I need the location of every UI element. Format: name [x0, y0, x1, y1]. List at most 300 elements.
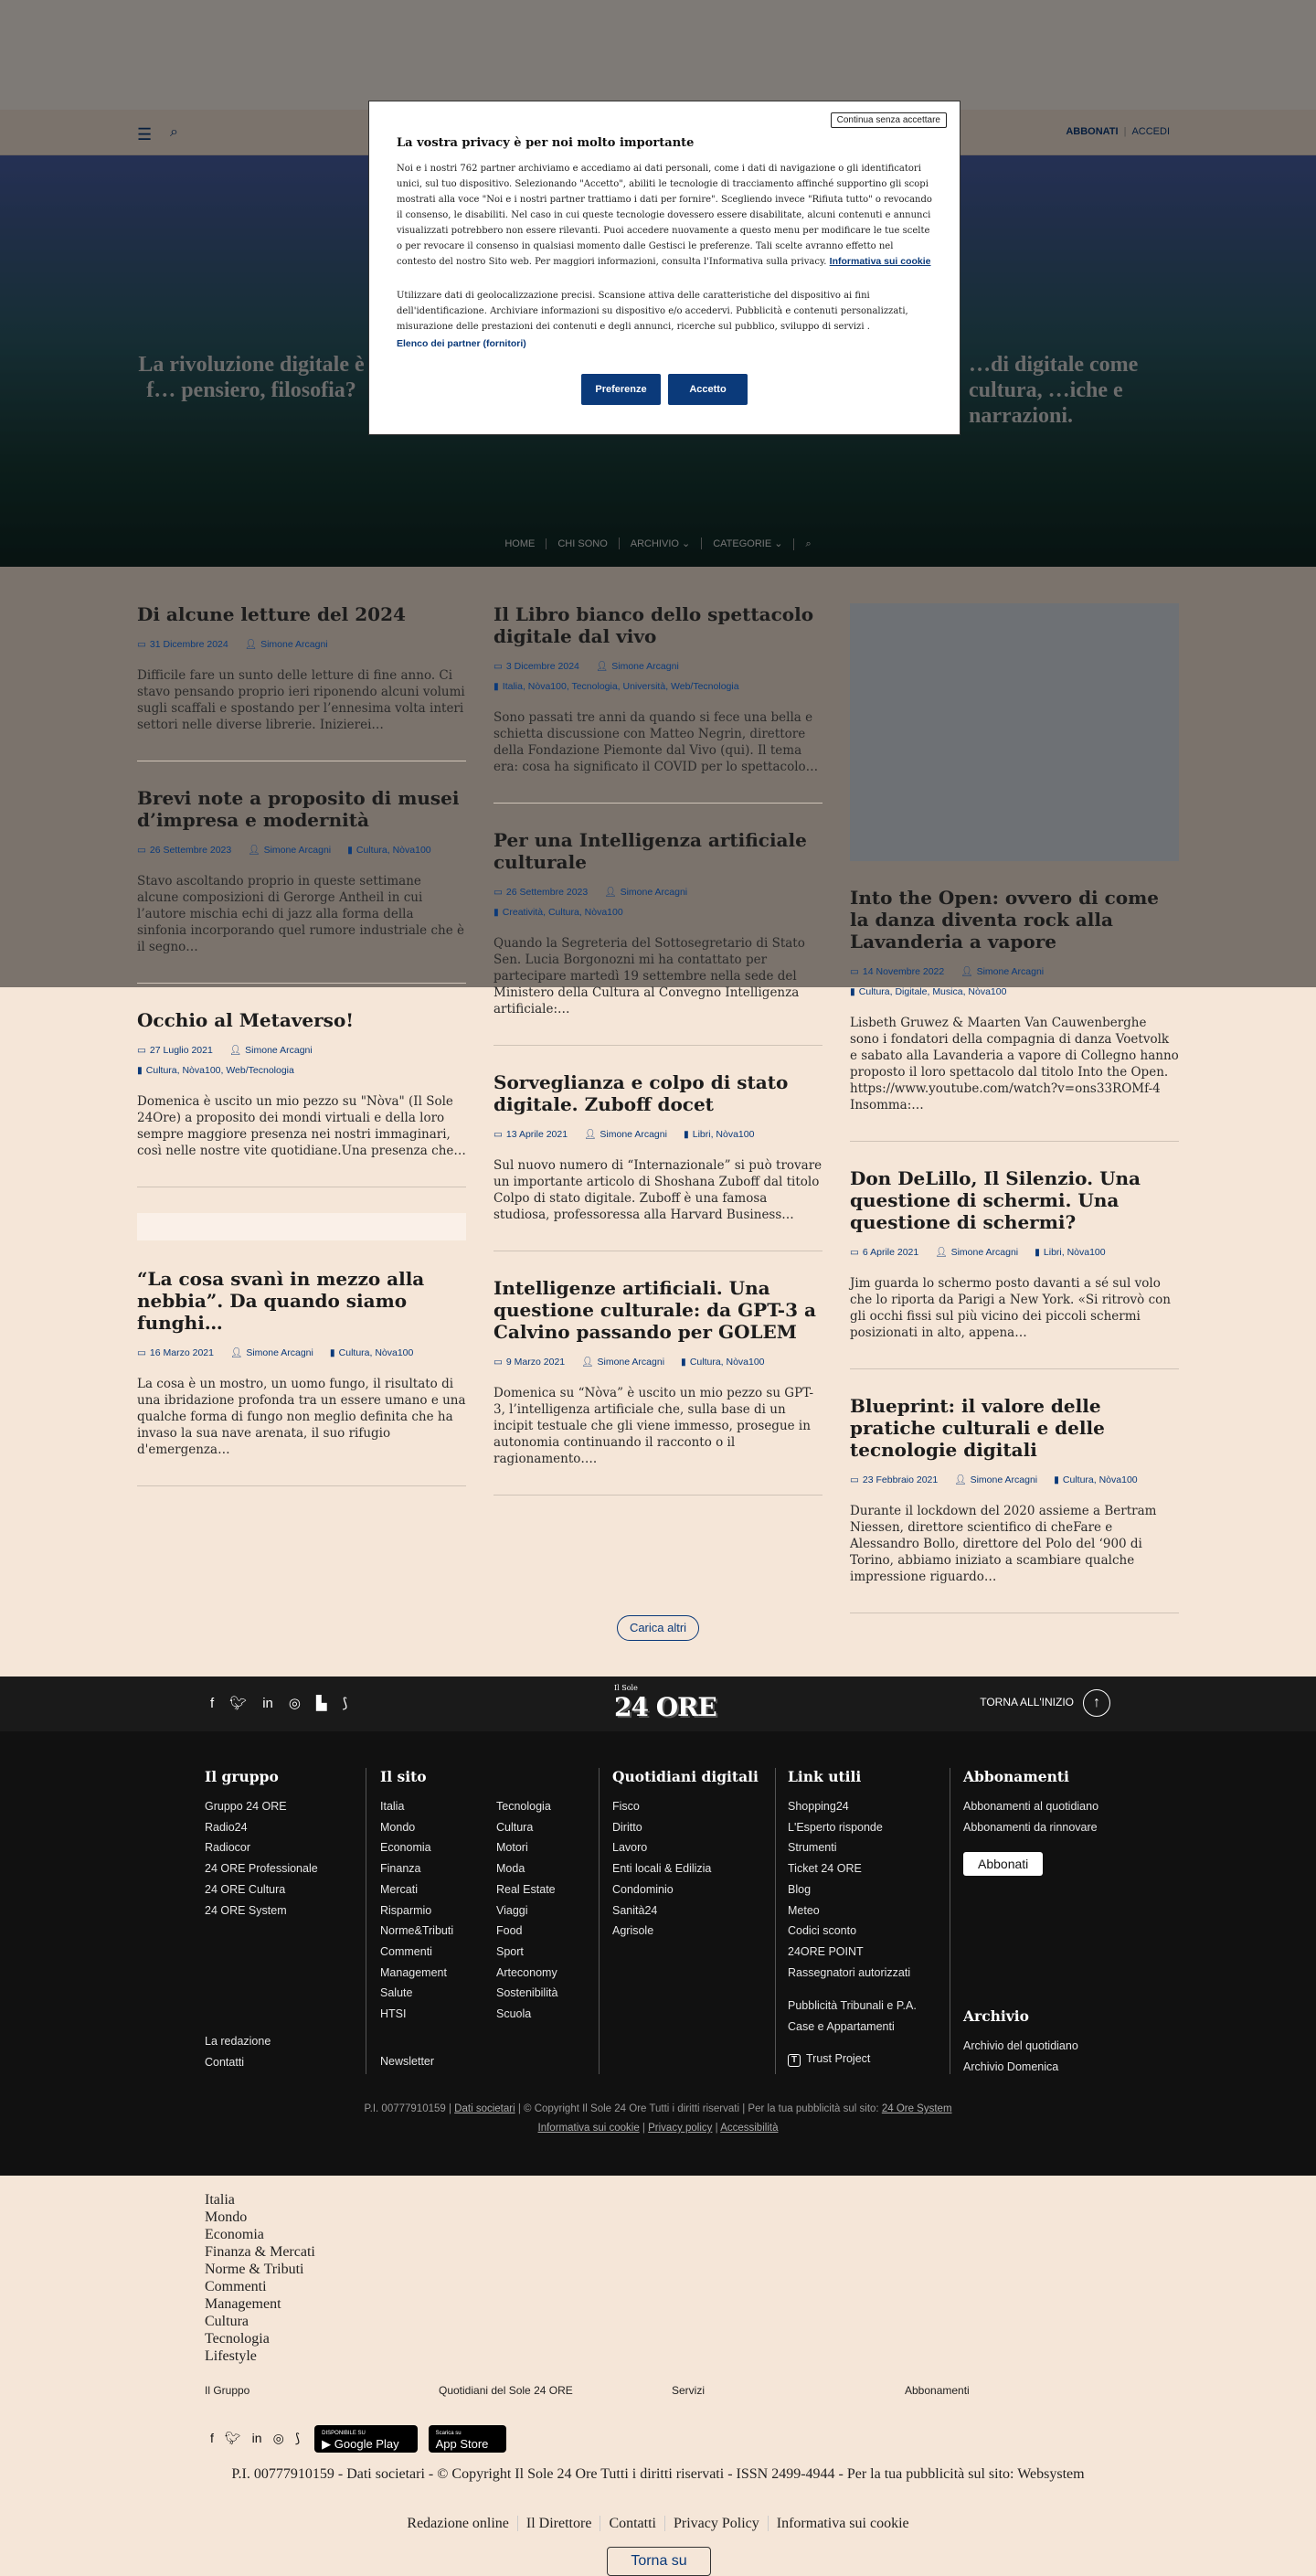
- ad-band: [0, 0, 1316, 110]
- user-icon: 👤︎: [581, 1357, 594, 1368]
- twitter-icon[interactable]: 🐦︎: [229, 1696, 248, 1711]
- twitter-icon[interactable]: 🐦︎: [224, 2430, 241, 2445]
- bottom-copyright: P.I. 00777910159 - Dati societari - © Copyright Il Sole 24 Ore Tutti i diritti riservati - ISSN 2499-4944 - Per la tua pubblicità sul sito: Websystem: [231, 2466, 1085, 2482]
- article-author[interactable]: [604, 886, 687, 899]
- footer-link[interactable]: Sanità24: [612, 1903, 658, 1917]
- article-excerpt: Domenica è uscito un mio pezzo su "Nòva" (Il Sole 24Ore) a proposito dei mondi virtuali e della loro sempre maggiore presenza nei nostri immaginari, così nelle nostre vite quotidiane.Una presenza che…: [137, 1094, 466, 1158]
- author-name: Simone Arcagni: [950, 1247, 1019, 1258]
- calendar-icon: ▭: [137, 639, 146, 650]
- categories-text: Cultura, Nòva100: [356, 845, 431, 856]
- footer-link[interactable]: Shopping24: [788, 1800, 849, 1813]
- trust-project-icon: T: [788, 2054, 801, 2067]
- archivio-section: [963, 2007, 1146, 2077]
- calendar-icon: ▭: [494, 1129, 503, 1140]
- footer-link[interactable]: Condominio: [612, 1882, 674, 1896]
- app-store-badge[interactable]: [429, 2425, 507, 2453]
- article-excerpt: Stavo ascoltando proprio in queste settimane alcune composizioni di Gerorge Antheil in cui l’autore mischia echi di jazz alla forma della sinfonia incorporando quel rumore industriale che è il segno…: [137, 874, 464, 954]
- author-name: Simone Arcagni: [976, 966, 1045, 977]
- cookie-policy-link[interactable]: Informativa sui cookie: [829, 256, 931, 267]
- footer-link[interactable]: Mercati: [380, 1882, 418, 1896]
- categories-text: Cultura, Nòva100: [1062, 1474, 1138, 1485]
- date-text: 23 Febbraio 2021: [862, 1474, 939, 1485]
- article-author[interactable]: [248, 844, 331, 857]
- divider: [775, 1768, 776, 2074]
- footer-link[interactable]: Tecnologia: [496, 1800, 551, 1813]
- article-categories[interactable]: [850, 985, 1006, 998]
- article-card: [494, 1071, 822, 1251]
- sole24ore-logo[interactable]: [614, 1684, 716, 1722]
- footer-link[interactable]: Meteo: [788, 1903, 820, 1917]
- section-link[interactable]: Economia: [205, 2227, 264, 2242]
- article-date: [850, 1474, 938, 1486]
- bottom-link[interactable]: Redazione online: [407, 2516, 509, 2531]
- article-title[interactable]: Per una Intelligenza artificiale culturale: [494, 829, 807, 873]
- footer-link[interactable]: Risparmio: [380, 1903, 432, 1917]
- article-categories[interactable]: [137, 1064, 294, 1077]
- login-link[interactable]: ACCEDI: [1131, 126, 1170, 137]
- article-date: [137, 1044, 213, 1057]
- article-author[interactable]: [960, 965, 1044, 978]
- user-icon: 👤︎: [595, 661, 609, 672]
- nav-categorie[interactable]: CATEGORIE ⌄: [701, 538, 793, 549]
- dialog-text-1: [397, 161, 932, 270]
- preferences-button[interactable]: Preferenze: [581, 374, 661, 405]
- date-text: 9 Marzo 2021: [505, 1357, 566, 1368]
- link-extra: [788, 1996, 917, 2037]
- article-excerpt: Difficile fare un sunto delle letture di fine anno. Ci stavo pensando proprio ieri riponendo alcuni volumi sugli scaffali e spostando per l’ennesima volta interi settori nelle diverse librerie. Inizierei…: [137, 668, 465, 732]
- user-icon: 👤︎: [244, 639, 258, 650]
- bottom-link[interactable]: Informativa sui cookie: [768, 2516, 918, 2531]
- user-icon: 👤︎: [604, 887, 617, 898]
- sito-sublist: [496, 1796, 612, 2025]
- footer-link[interactable]: Motori: [496, 1841, 528, 1855]
- article-author[interactable]: [954, 1474, 1037, 1486]
- bookmark-icon: ▮: [1035, 1247, 1040, 1258]
- article-excerpt: Jim guarda lo schermo posto davanti a sé sul volo che lo riporta da Parigi a New York. «Si ritrovò con gli occhi fissi sul più vicino dei piccoli schermi posizionati in alto, appena…: [850, 1276, 1171, 1340]
- apple-label: App Store: [435, 2437, 489, 2451]
- footer-link[interactable]: Codici sconto: [788, 1924, 857, 1938]
- instagram-icon[interactable]: ◎: [288, 1696, 301, 1711]
- row-gruppo[interactable]: Il Gruppo: [205, 2384, 250, 2397]
- article-card: [850, 1395, 1179, 1613]
- privacy-link[interactable]: Privacy policy: [648, 2123, 713, 2134]
- footer-heading: Link utili: [788, 1768, 862, 1785]
- categories-text: Creatività, Cultura, Nòva100: [502, 907, 623, 918]
- article-card: [137, 1009, 466, 1187]
- image-placeholder: [850, 603, 1179, 861]
- article-column-1: [137, 603, 466, 1512]
- calendar-icon: ▭: [494, 661, 503, 672]
- linkedin-icon[interactable]: in: [262, 1696, 273, 1711]
- subscribe-button[interactable]: Abbonati: [963, 1852, 1043, 1876]
- footer-link[interactable]: Agrisole: [612, 1924, 654, 1938]
- footer-link[interactable]: Rassegnatori autorizzati: [788, 1965, 911, 1979]
- nav-chi-sono[interactable]: CHI SONO: [546, 538, 618, 549]
- calendar-icon: ▭: [137, 1045, 146, 1056]
- bookmark-icon: ▮: [137, 1065, 143, 1076]
- article-title[interactable]: Sorveglianza e colpo di stato digitale. Zuboff docet: [494, 1071, 789, 1115]
- section-link[interactable]: Management: [205, 2296, 281, 2312]
- calendar-icon: ▭: [850, 966, 859, 977]
- article-excerpt: Sul nuovo numero di “Internazionale” si può trovare un importante articolo di Shoshana Zuboff dal titolo Colpo di stato digitale. Zuboff è una famosa studiosa, professoressa alla Harvard Business…: [494, 1158, 822, 1222]
- footer-link[interactable]: Abbonamenti al quotidiano: [963, 1800, 1099, 1813]
- site-header: ☰ ⌕ ABBONATI | ACCEDI: [0, 110, 1316, 155]
- section-link[interactable]: Commenti: [205, 2279, 267, 2294]
- bookmark-icon: ▮: [494, 907, 499, 918]
- footer-link[interactable]: Radio24: [205, 1820, 248, 1834]
- nav-search-icon[interactable]: ⌕: [793, 538, 822, 550]
- hero-tagline-right: …di digitale come cultura, …iche e narrazioni.: [969, 353, 1139, 428]
- article-title[interactable]: Occhio al Metaverso!: [137, 1009, 355, 1031]
- footer-link[interactable]: Food: [496, 1924, 523, 1938]
- row-abbonamenti[interactable]: Abbonamenti: [905, 2384, 970, 2397]
- footer-main: [0, 1731, 1316, 2176]
- author-name: Simone Arcagni: [597, 1357, 665, 1368]
- bottom-links: [0, 2516, 1316, 2532]
- footer-link[interactable]: HTSI: [380, 2007, 407, 2021]
- rss-icon[interactable]: ⟆: [342, 1696, 348, 1711]
- user-icon: 👤︎: [229, 1347, 243, 1358]
- footer-link[interactable]: Arteconomy: [496, 1965, 557, 1979]
- trust-project-link[interactable]: [788, 2049, 917, 2070]
- footer-link[interactable]: Management: [380, 1965, 447, 1979]
- calendar-icon: ▭: [137, 845, 146, 856]
- blog-nav: [0, 538, 1316, 550]
- article-meta: [850, 1246, 1179, 1266]
- facebook-icon[interactable]: f: [210, 2430, 214, 2445]
- calendar-icon: ▭: [494, 1357, 503, 1368]
- article-title[interactable]: Di alcune letture del 2024: [137, 603, 406, 625]
- footer-link[interactable]: Real Estate: [496, 1882, 556, 1896]
- article-card: [850, 1167, 1179, 1369]
- footer-col-sito: [380, 1768, 612, 2068]
- categories-text: Cultura, Nòva100: [689, 1357, 765, 1368]
- article-title[interactable]: “La cosa svanì in mezzo alla nebbia”. Da quando siamo funghi…: [137, 1268, 425, 1334]
- footer-link[interactable]: Cultura: [496, 1820, 534, 1834]
- footer-heading: Il gruppo: [205, 1768, 279, 1785]
- date-text: 14 Novembre 2022: [862, 966, 945, 977]
- article-excerpt: Sono passati tre anni da quando si fece una bella e schietta discussione con Matteo Negrin, direttore della Fondazione Piemonte dal Vivo (qui). Il tema era: cosa ha significato il COVID per lo spettacolo…: [494, 710, 819, 774]
- article-excerpt: La cosa è un mostro, un uomo fungo, il risultato di una ibridazione profonda tra un essere umano e una qualche forma di fungo non meglio definita che ha invaso la sua nave arenata, il suo rifugio d'emergenza…: [137, 1377, 466, 1457]
- article-excerpt: Domenica su “Nòva” è uscito un mio pezzo su GPT-3, l’intelligenza artificiale che, sulla base di un incipit testuale che gli viene immesso, prosegue in autonomia continuando il racconto o il ragionamento….: [494, 1386, 814, 1466]
- ad-slot: [137, 1213, 466, 1240]
- article-author[interactable]: [230, 1347, 313, 1359]
- author-name: Simone Arcagni: [263, 845, 332, 856]
- article-date: [494, 1128, 568, 1141]
- footer-link[interactable]: Diritto: [612, 1820, 642, 1834]
- load-more-button[interactable]: Carica altri: [617, 1615, 699, 1641]
- article-excerpt: Quando la Segreteria del Sottosegretario di Stato Sen. Lucia Borgonozni mi ha contattato per partecipare martedì 19 settembre nella sede del Ministero della Cultura al Convegno Intelligenza artificiale:…: [494, 936, 805, 1017]
- article-categories[interactable]: [347, 844, 431, 857]
- categories-text: Cultura, Digitale, Musica, Nòva100: [858, 986, 1007, 997]
- article-meta: [137, 638, 466, 658]
- footer-link[interactable]: Finanza: [380, 1862, 421, 1876]
- article-date: [850, 965, 944, 978]
- article-date: [494, 1356, 565, 1368]
- footer-link[interactable]: Viaggi: [496, 1903, 528, 1917]
- article-title[interactable]: Il Libro bianco dello spettacolo digitale dal vivo: [494, 603, 814, 647]
- author-name: Simone Arcagni: [620, 887, 688, 898]
- footer-link[interactable]: 24 ORE Cultura: [205, 1882, 286, 1896]
- calendar-icon: ▭: [137, 1347, 146, 1358]
- calendar-icon: ▭: [850, 1474, 859, 1485]
- sections-list: [205, 2191, 315, 2365]
- article-categories[interactable]: [494, 906, 623, 919]
- article-meta: [494, 1128, 822, 1148]
- back-to-top-button[interactable]: Torna su: [607, 2547, 711, 2576]
- article-date: [137, 638, 228, 651]
- footer-link[interactable]: La redazione: [205, 2035, 271, 2048]
- author-name: Simone Arcagni: [245, 1045, 313, 1056]
- arrow-up-icon: ↑: [1083, 1689, 1110, 1717]
- footer-col-link-utili: [788, 1768, 917, 2069]
- footer-link[interactable]: Pubblicità Tribunali e P.A.: [788, 1999, 917, 2013]
- article-author[interactable]: [596, 660, 679, 673]
- article-card: [494, 603, 822, 804]
- categories-text: Libri, Nòva100: [692, 1129, 755, 1140]
- footer-link[interactable]: Mondo: [380, 1820, 416, 1834]
- flipboard-icon[interactable]: ▙: [316, 1696, 327, 1711]
- user-icon: 👤︎: [954, 1474, 967, 1485]
- footer-link[interactable]: Radiocor: [205, 1841, 251, 1855]
- footer-link[interactable]: Gruppo 24 ORE: [205, 1800, 287, 1813]
- article-card: [137, 1268, 466, 1486]
- bottom-social: [210, 2425, 517, 2453]
- social-links: [210, 1695, 363, 1711]
- newsletter-link[interactable]: Newsletter: [380, 2055, 435, 2068]
- article-card: [850, 887, 1179, 1142]
- author-name: Simone Arcagni: [600, 1129, 667, 1140]
- section-link[interactable]: Norme & Tributi: [205, 2262, 304, 2277]
- search-icon[interactable]: ⌕: [170, 124, 178, 140]
- footer-link[interactable]: Scuola: [496, 2007, 532, 2021]
- footer-link[interactable]: Strumenti: [788, 1841, 837, 1855]
- footer-link[interactable]: 24 ORE System: [205, 1903, 287, 1917]
- date-text: 26 Settembre 2023: [149, 845, 232, 856]
- footer-legal-line-2: Informativa sui cookie | Privacy policy | Accessibilità: [537, 2123, 779, 2134]
- cookie-consent-dialog: [368, 101, 960, 435]
- footer-link[interactable]: Contatti: [205, 2055, 245, 2069]
- calendar-icon: ▭: [494, 887, 503, 898]
- article-author[interactable]: [935, 1246, 1018, 1259]
- article-title[interactable]: Blueprint: il valore delle pratiche culturali e delle tecnologie digitali: [850, 1395, 1105, 1461]
- footer-link[interactable]: 24 ORE Professionale: [205, 1862, 318, 1876]
- article-title[interactable]: Into the Open: ovvero di come la danza diventa rock alla Lavanderia a vapore: [850, 887, 1160, 953]
- footer-bottom: [0, 2176, 1316, 2576]
- bottom-link[interactable]: Contatti: [600, 2516, 664, 2531]
- partner-list-link[interactable]: Elenco dei partner (fornitori): [397, 338, 526, 349]
- date-text: 16 Marzo 2021: [149, 1347, 214, 1358]
- back-to-top-label: TORNA ALL'INIZIO: [980, 1696, 1074, 1709]
- author-name: Simone Arcagni: [260, 639, 328, 650]
- article-title[interactable]: Intelligenze artificiali. Una questione culturale: da GPT-3 a Calvino passando per GOLEM: [494, 1277, 816, 1343]
- sito-sublist: [380, 1796, 496, 2025]
- section-link[interactable]: Lifestyle: [205, 2348, 257, 2364]
- bottom-link[interactable]: Il Direttore: [517, 2516, 600, 2531]
- date-text: 3 Dicembre 2024: [505, 661, 579, 672]
- article-meta: [494, 886, 822, 926]
- rss-icon[interactable]: ⟆: [294, 2430, 301, 2445]
- footer-link[interactable]: Archivio del quotidiano: [963, 2039, 1078, 2052]
- footer-link[interactable]: Salute: [380, 1986, 413, 2000]
- nav-archivio[interactable]: ARCHIVIO ⌄: [619, 538, 701, 549]
- categories-text: Italia, Nòva100, Tecnologia, Università, Web/Tecnologia: [502, 681, 739, 692]
- article-date: [494, 660, 579, 673]
- article-date: [850, 1246, 918, 1259]
- user-icon: 👤︎: [960, 966, 973, 977]
- dialog-title: La vostra privacy è per noi molto importante: [397, 136, 695, 150]
- section-link[interactable]: Mondo: [205, 2209, 248, 2225]
- accessibility-link[interactable]: Accessibilità: [720, 2123, 779, 2134]
- categories-text: Libri, Nòva100: [1043, 1247, 1106, 1258]
- article-meta: [137, 1347, 466, 1367]
- accept-button[interactable]: Accetto: [668, 374, 748, 405]
- bottom-link[interactable]: Privacy Policy: [664, 2516, 768, 2531]
- facebook-icon[interactable]: f: [210, 1696, 215, 1711]
- footer-link[interactable]: Abbonamenti da rinnovare: [963, 1820, 1098, 1834]
- sito-links: [380, 1796, 612, 2025]
- author-name: Simone Arcagni: [611, 661, 679, 672]
- footer-link[interactable]: L'Esperto risponde: [788, 1820, 883, 1834]
- google-small: DISPONIBILE SU: [322, 2431, 366, 2436]
- date-text: 31 Dicembre 2024: [149, 639, 228, 650]
- footer-link[interactable]: Blog: [788, 1882, 812, 1896]
- section-link[interactable]: Italia: [205, 2192, 235, 2208]
- article-author[interactable]: [245, 638, 328, 651]
- bookmark-icon: ▮: [683, 1129, 689, 1140]
- footer-top-bar: [0, 1677, 1316, 1731]
- article-author[interactable]: [229, 1044, 313, 1057]
- article-author[interactable]: [581, 1356, 664, 1368]
- linkedin-icon[interactable]: in: [251, 2430, 262, 2445]
- apple-small: Scarica su: [435, 2431, 462, 2436]
- cookie-link[interactable]: Informativa sui cookie: [537, 2123, 640, 2134]
- instagram-icon[interactable]: ◎: [272, 2430, 284, 2445]
- footer-link[interactable]: Fisco: [612, 1800, 640, 1813]
- footer-link[interactable]: Archivio Domenica: [963, 2060, 1059, 2073]
- logo-small: Il Sole: [614, 1684, 638, 1692]
- bookmark-icon: ▮: [1054, 1474, 1059, 1485]
- hamburger-menu-icon[interactable]: ☰: [137, 125, 153, 144]
- article-card: [494, 1277, 822, 1496]
- article-meta: [850, 1474, 1179, 1494]
- article-categories[interactable]: [1054, 1474, 1138, 1486]
- footer-link[interactable]: Sostenibilità: [496, 1986, 558, 2000]
- user-icon: 👤︎: [584, 1129, 597, 1140]
- article-categories[interactable]: [330, 1347, 414, 1359]
- system-link[interactable]: 24 Ore System: [881, 2103, 952, 2114]
- article-meta: [494, 1356, 822, 1376]
- footer-link[interactable]: Lavoro: [612, 1841, 648, 1855]
- date-text: 13 Aprile 2021: [505, 1129, 568, 1140]
- footer-link[interactable]: Sport: [496, 1944, 524, 1958]
- footer-link[interactable]: Moda: [496, 1862, 525, 1876]
- footer-heading: Archivio: [963, 2007, 1030, 2025]
- categories-text: Cultura, Nòva100, Web/Tecnologia: [145, 1065, 294, 1076]
- article-meta: [137, 1044, 466, 1084]
- footer-link[interactable]: Economia: [380, 1841, 431, 1855]
- google-label: Google Play: [334, 2437, 399, 2451]
- google-play-badge[interactable]: DISPONIBILE SU ▶ Google Play: [314, 2425, 417, 2453]
- article-title[interactable]: Brevi note a proposito di musei d’impresa e modernità: [137, 787, 460, 831]
- footer-col-gruppo: [205, 1768, 318, 2079]
- date-text: 27 Luglio 2021: [149, 1045, 213, 1056]
- footer-heading: Quotidiani digitali: [612, 1768, 759, 1785]
- article-author[interactable]: [584, 1128, 667, 1141]
- gruppo-bottom-links: [205, 2031, 342, 2072]
- date-text: 26 Settembre 2023: [505, 887, 589, 898]
- author-name: Simone Arcagni: [246, 1347, 313, 1358]
- logo-text: 24 ORE: [614, 1692, 716, 1722]
- article-card: [137, 603, 466, 761]
- section-link[interactable]: Finanza & Mercati: [205, 2244, 315, 2260]
- consent-text: Noi e i nostri 762 partner archiviamo e accediamo ai dati personali, come i dati di navigazione o gli identificatori unici, sul tuo dispositivo. Selezionando "Accetto", abiliti le tecnologie di tracciamento affinché supportino gli scopi mostrati alla voce "Noi e i nostri partner trattiamo i dati per fornire". Scegliendo invece "Rifiuta tutto" o revocando il consenso, le disabiliti. Nel caso in cui queste tecnologie dovessero essere disabilitate, alcuni contenuti e annunci visualizzati potrebbero non essere rilevanti. Puoi accedere nuovamente a questo menu per modificare le tue scelte o per revocare il consenso in qualsiasi momento dalle Gestisci le preferenze. Tali scelte avranno effetto nel contesto del nostro Sito web. Per maggiori informazioni, consulta l'Informativa sulla privacy.: [397, 164, 932, 267]
- dialog-text-2: Utilizzare dati di geolocalizzazione precisi. Scansione attiva delle caratteristiche del dispositivo ai fini dell'identificazione. Archiviare informazioni su dispositivo e/o accedervi. Pubblicità e contenuti personalizzati, misurazione delle prestazioni dei contenuti e degli annunci, ricerche sul pubblico, sviluppo di servizi .: [397, 291, 908, 332]
- bookmark-icon: ▮: [850, 986, 855, 997]
- footer-link[interactable]: Italia: [380, 1800, 405, 1813]
- article-categories[interactable]: [1035, 1246, 1106, 1259]
- row-quotidiani[interactable]: Quotidiani del Sole 24 ORE: [439, 2384, 573, 2397]
- footer-link[interactable]: Case e Appartamenti: [788, 2020, 895, 2034]
- article-categories[interactable]: [681, 1356, 765, 1368]
- article-card: [137, 787, 466, 984]
- vat-number: P.I. 00777910159: [364, 2103, 446, 2114]
- footer-col-quotidiani: [612, 1768, 759, 1942]
- user-icon: 👤︎: [935, 1247, 948, 1258]
- trust-label: Trust Project: [806, 2051, 871, 2065]
- article-categories[interactable]: [494, 680, 739, 693]
- article-excerpt: Lisbeth Gruwez & Maarten Van Cauwenberghe sono i fondatori della compagnia di danza Voetvolk e sabato alla Lavanderia a vapore di Collegno hanno proposto il loro spettacolo dal titolo Into the Open. https://www.youtube.com/watch?v=ons33ROMf-4 Insomma:…: [850, 1016, 1179, 1112]
- subscribe-link[interactable]: ABBONATI: [1066, 126, 1119, 137]
- footer-heading: Abbonamenti: [963, 1768, 1069, 1785]
- footer-link[interactable]: Enti locali & Edilizia: [612, 1862, 712, 1876]
- article-column-2: [494, 603, 822, 1521]
- ads-label: Per la tua pubblicità sul sito:: [748, 2103, 879, 2114]
- nav-home[interactable]: HOME: [504, 538, 536, 549]
- bookmark-icon: ▮: [681, 1357, 686, 1368]
- user-icon: 👤︎: [248, 845, 260, 856]
- divider: [599, 1768, 600, 2074]
- article-card: [494, 829, 822, 1046]
- article-date: [494, 886, 588, 899]
- article-meta: [137, 844, 466, 864]
- section-link[interactable]: Cultura: [205, 2314, 249, 2329]
- article-title[interactable]: Don DeLillo, Il Silenzio. Una questione di schermi. Una questione di schermi?: [850, 1167, 1141, 1233]
- article-date: [137, 1347, 214, 1359]
- categories-text: Cultura, Nòva100: [338, 1347, 414, 1358]
- footer-col-abbonamenti: [963, 1768, 1099, 2073]
- back-to-top-link[interactable]: [980, 1689, 1110, 1717]
- article-date: [137, 844, 231, 857]
- section-link[interactable]: Tecnologia: [205, 2331, 270, 2347]
- article-column-3: [850, 603, 1179, 1639]
- dati-societari-link[interactable]: Dati societari: [454, 2103, 515, 2114]
- author-name: Simone Arcagni: [970, 1474, 1038, 1485]
- user-icon: 👤︎: [228, 1045, 242, 1056]
- footer-link[interactable]: Commenti: [380, 1944, 432, 1958]
- hero-tagline-left: La rivoluzione digitale è f… pensiero, filosofia?: [138, 353, 365, 402]
- footer-heading: Il sito: [380, 1768, 427, 1785]
- bookmark-icon: ▮: [494, 681, 499, 692]
- continue-without-accepting-button[interactable]: Continua senza accettare: [831, 112, 947, 128]
- row-servizi[interactable]: Servizi: [672, 2384, 706, 2397]
- footer-link[interactable]: Norme&Tributi: [380, 1924, 454, 1938]
- article-categories[interactable]: [684, 1128, 755, 1141]
- bookmark-icon: ▮: [347, 845, 353, 856]
- footer-link[interactable]: Ticket 24 ORE: [788, 1862, 862, 1876]
- footer-link[interactable]: 24ORE POINT: [788, 1944, 864, 1958]
- date-text: 6 Aprile 2021: [862, 1247, 919, 1258]
